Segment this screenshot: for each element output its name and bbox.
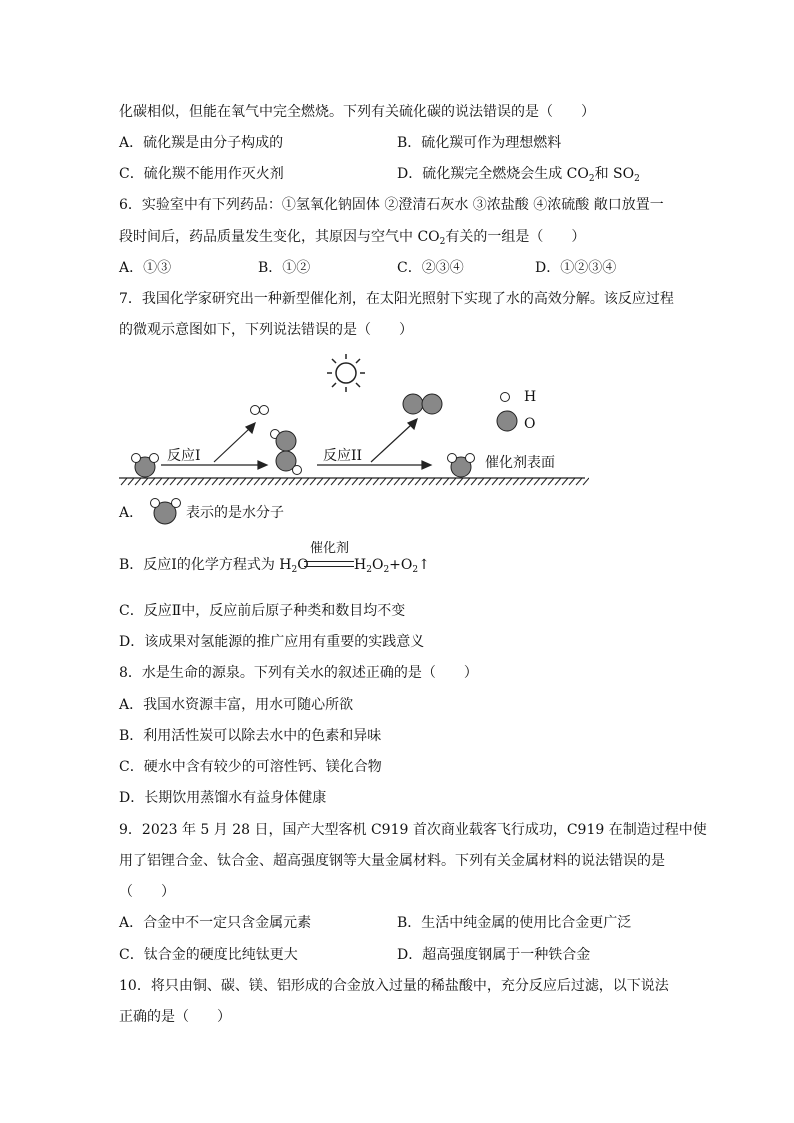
hatch-mark xyxy=(478,478,484,485)
hatch-mark xyxy=(275,478,281,485)
hatch-mark xyxy=(443,478,449,485)
hatch-mark xyxy=(555,478,561,485)
q6-option-c: C．②③④ xyxy=(397,260,464,276)
q8-option-a: A．我国水资源丰富，用水可随心所欲 xyxy=(119,697,354,713)
hatch-mark xyxy=(457,478,463,485)
q10-stem-line2: 正确的是（ ） xyxy=(119,1009,231,1025)
hatch-mark xyxy=(310,478,316,485)
q7-stem-line1: 7．我国化学家研究出一种新型催化剂，在太阳光照射下实现了水的高效分解。该反应过程 xyxy=(119,291,674,307)
legend-h-label: H xyxy=(524,389,537,405)
q7-option-b-products: $H_2O_2+O_2↑$ xyxy=(354,557,430,575)
q7-stem-line2: 的微观示意图如下，下列说法错误的是（ ） xyxy=(119,322,413,338)
q8-option-c: C．硬水中含有较少的可溶性钙、镁化合物 xyxy=(119,759,382,775)
q6-stem-line1: 6．实验室中有下列药品：①氢氧化钠固体 ②澄清石灰水 ③浓盐酸 ④浓硫酸 敞口放置一 xyxy=(119,197,664,213)
peroxide-molecule xyxy=(271,430,302,475)
q7-option-b: B．反应Ⅰ的化学方程式为 $H_2O$ xyxy=(119,557,309,575)
q5-option-c: C．硫化羰不能用作灭火剂 xyxy=(119,166,284,182)
hatch-mark xyxy=(226,478,232,485)
hatch-mark xyxy=(261,478,267,485)
q10-stem-line1: 10．将只由铜、碳、镁、铝形成的合金放入过量的稀盐酸中，充分反应后过滤，以下说法 xyxy=(119,978,669,994)
hatch-mark xyxy=(485,478,491,485)
q7-option-a: A． xyxy=(119,505,144,521)
q7-option-d: D．该成果对氢能源的推广应用有重要的实践意义 xyxy=(119,634,425,650)
hatch-mark xyxy=(576,478,582,485)
hatch-mark xyxy=(394,478,400,485)
oxygen-molecule xyxy=(403,394,442,414)
hatch-mark xyxy=(506,478,512,485)
hatch-mark xyxy=(401,478,407,485)
reaction-diagram xyxy=(119,348,589,488)
hatch-mark xyxy=(191,478,197,485)
q5-option-a: A．硫化羰是由分子构成的 xyxy=(119,135,284,151)
hatch-mark xyxy=(324,478,330,485)
q9-option-b: B．生活中纯金属的使用比合金更广泛 xyxy=(397,915,632,931)
hatch-mark xyxy=(429,478,435,485)
hatch-mark xyxy=(359,478,365,485)
reaction2-label: 反应II xyxy=(323,448,363,464)
hatch-mark xyxy=(128,478,134,485)
sun-icon xyxy=(327,354,365,392)
hatch-mark xyxy=(233,478,239,485)
hatch-mark xyxy=(121,478,127,485)
catalyst-condition-label: 催化剂 xyxy=(310,541,350,556)
water-molecule-icon xyxy=(149,495,185,527)
hatch-mark xyxy=(289,478,295,485)
q7-option-c: C．反应Ⅱ中，反应前后原子种类和数目均不变 xyxy=(119,603,406,619)
legend-o-label: O xyxy=(524,416,536,432)
hatch-mark xyxy=(268,478,274,485)
hatch-mark xyxy=(422,478,428,485)
hatch-mark xyxy=(352,478,358,485)
hatch-mark xyxy=(380,478,386,485)
equation-equals-sign xyxy=(304,561,354,567)
hatch-mark xyxy=(156,478,162,485)
hatch-mark xyxy=(338,478,344,485)
hatch-mark xyxy=(198,478,204,485)
water-molecule-right xyxy=(448,454,475,478)
hatch-mark xyxy=(205,478,211,485)
q9-stem-line1: 9．2023 年 5 月 28 日，国产大型客机 C919 首次商业载客飞行成功，C919 在制造过程中使 xyxy=(119,822,707,838)
hatch-mark xyxy=(142,478,148,485)
q9-stem-line2: 用了铝锂合金、钛合金、超高强度钢等大量金属材料。下列有关金属材料的说法错误的是 xyxy=(119,853,665,869)
hatch-mark xyxy=(177,478,183,485)
hydrogen-molecule-1 xyxy=(251,406,269,415)
hatch-mark xyxy=(184,478,190,485)
hatch-mark xyxy=(408,478,414,485)
hatch-mark xyxy=(282,478,288,485)
hatch-mark xyxy=(527,478,533,485)
q6-option-d: D．①②③④ xyxy=(535,260,617,276)
hatch-mark xyxy=(492,478,498,485)
q5-option-d: D．硫化羰完全燃烧会生成 $CO_2$和 $SO_2$ xyxy=(397,166,640,184)
legend xyxy=(497,393,517,432)
hatch-mark xyxy=(254,478,260,485)
hatch-mark xyxy=(450,478,456,485)
reaction1-label: 反应I xyxy=(167,448,201,464)
q6-option-a: A．①③ xyxy=(119,260,172,276)
q6-stem-line2: 段时间后，药品质量发生变化，其原因与空气中 $CO_2$有关的一组是（ ） xyxy=(119,229,586,247)
hatch-mark xyxy=(296,478,302,485)
hatch-mark xyxy=(331,478,337,485)
hatch-mark xyxy=(513,478,519,485)
hatch-mark xyxy=(436,478,442,485)
hatch-mark xyxy=(366,478,372,485)
q9-option-d: D．超高强度钢属于一种铁合金 xyxy=(397,947,591,963)
hatch-mark xyxy=(548,478,554,485)
q8-option-d: D．长期饮用蒸馏水有益身体健康 xyxy=(119,790,327,806)
hatch-mark xyxy=(149,478,155,485)
hatch-mark xyxy=(541,478,547,485)
hatch-mark xyxy=(499,478,505,485)
q5-option-b: B．硫化羰可作为理想燃料 xyxy=(397,135,562,151)
hatch-mark xyxy=(464,478,470,485)
q5-stem-tail: 化碳相似，但能在氧气中完全燃烧。下列有关硫化碳的说法错误的是（ ） xyxy=(119,104,595,120)
hatch-mark xyxy=(219,478,225,485)
hatch-mark xyxy=(520,478,526,485)
hatch-mark xyxy=(569,478,575,485)
q8-option-b: B．利用活性炭可以除去水中的色素和异味 xyxy=(119,728,382,744)
q7-option-a-text: 表示的是水分子 xyxy=(186,505,284,521)
hatch-mark xyxy=(163,478,169,485)
q9-option-c: C．钛合金的硬度比纯钛更大 xyxy=(119,947,298,963)
hatch-mark xyxy=(240,478,246,485)
hatch-mark xyxy=(471,478,477,485)
hatch-mark xyxy=(534,478,540,485)
hatch-mark xyxy=(583,478,589,485)
q6-option-b: B．①② xyxy=(258,260,311,276)
hatch-mark xyxy=(303,478,309,485)
hatch-mark xyxy=(247,478,253,485)
q9-option-a: A．合金中不一定只含金属元素 xyxy=(119,915,312,931)
hatch-mark xyxy=(317,478,323,485)
hatch-mark xyxy=(373,478,379,485)
catalyst-surface-label: 催化剂表面 xyxy=(485,455,555,471)
hatch-mark xyxy=(212,478,218,485)
q9-stem-line3: （ ） xyxy=(119,884,175,900)
hatch-mark xyxy=(170,478,176,485)
water-molecule-left xyxy=(132,454,159,478)
hatch-mark xyxy=(345,478,351,485)
hatch-mark xyxy=(387,478,393,485)
q8-stem: 8．水是生命的源泉。下列有关水的叙述正确的是（ ） xyxy=(119,665,478,681)
hatch-mark xyxy=(562,478,568,485)
hatch-mark xyxy=(415,478,421,485)
catalyst-surface xyxy=(119,478,589,485)
hatch-mark xyxy=(135,478,141,485)
